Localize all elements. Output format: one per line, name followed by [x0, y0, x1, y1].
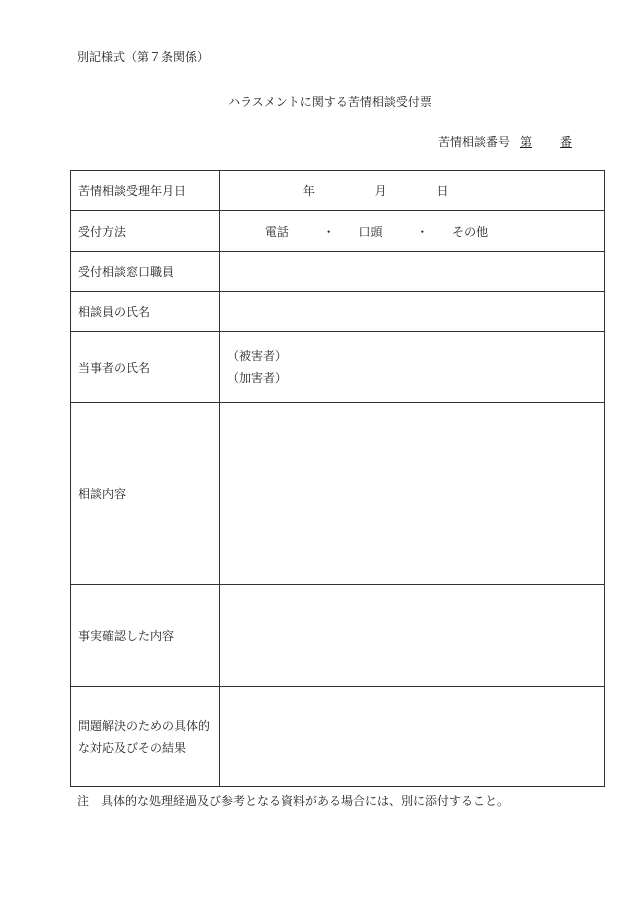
facts-label: 事実確認した内容 [71, 585, 220, 687]
facts-field[interactable] [220, 585, 605, 687]
staff-field[interactable] [220, 252, 605, 292]
counselor-label: 相談員の氏名 [71, 292, 220, 332]
complaint-number-label: 苦情相談番号 [437, 135, 510, 149]
method-other[interactable]: その他 [452, 224, 489, 239]
content-label: 相談内容 [71, 403, 220, 585]
document-title: ハラスメントに関する苦情相談受付票 [228, 95, 432, 109]
staff-label: 受付相談窓口職員 [71, 252, 220, 292]
row-method [71, 211, 605, 252]
resolution-label [71, 687, 220, 787]
year-label: 年 [302, 184, 315, 198]
form-label: 別記様式（第７条関係） [77, 50, 210, 64]
method-in-person[interactable]: 口頭 [358, 224, 383, 239]
counselor-field[interactable] [220, 292, 605, 332]
row-counselor [71, 292, 605, 332]
resolution-label-line1: 問題解決のための具体的 [78, 718, 211, 733]
content-field[interactable] [220, 403, 605, 585]
parties-field[interactable] [220, 332, 605, 403]
resolution-label-line2: な対応及びその結果 [78, 740, 187, 755]
received-date-field[interactable] [220, 171, 605, 211]
separator-dot: ・ [416, 224, 429, 239]
method-field[interactable] [220, 211, 605, 252]
complaint-form-table [70, 170, 605, 787]
month-label: 月 [374, 184, 387, 198]
row-content [71, 403, 605, 585]
row-received-date [71, 171, 605, 211]
separator-dot: ・ [322, 224, 335, 239]
parties-label: 当事者の氏名 [71, 332, 220, 403]
victim-label: （被害者） [227, 349, 288, 363]
day-label: 日 [436, 184, 449, 198]
footnote: 注 具体的な処理経過及び参考となる資料がある場合には、別に添付すること。 [77, 794, 510, 808]
row-parties [71, 332, 605, 403]
received-date-label: 苦情相談受理年月日 [71, 171, 220, 211]
complaint-number [438, 133, 572, 150]
method-label: 受付方法 [71, 211, 220, 252]
row-resolution [71, 687, 605, 787]
perpetrator-label: （加害者） [227, 371, 288, 385]
complaint-number-field[interactable]: 第 番 [519, 135, 572, 149]
row-staff [71, 252, 605, 292]
resolution-field[interactable] [220, 687, 605, 787]
method-phone[interactable]: 電話 [264, 224, 289, 239]
row-facts [71, 585, 605, 687]
